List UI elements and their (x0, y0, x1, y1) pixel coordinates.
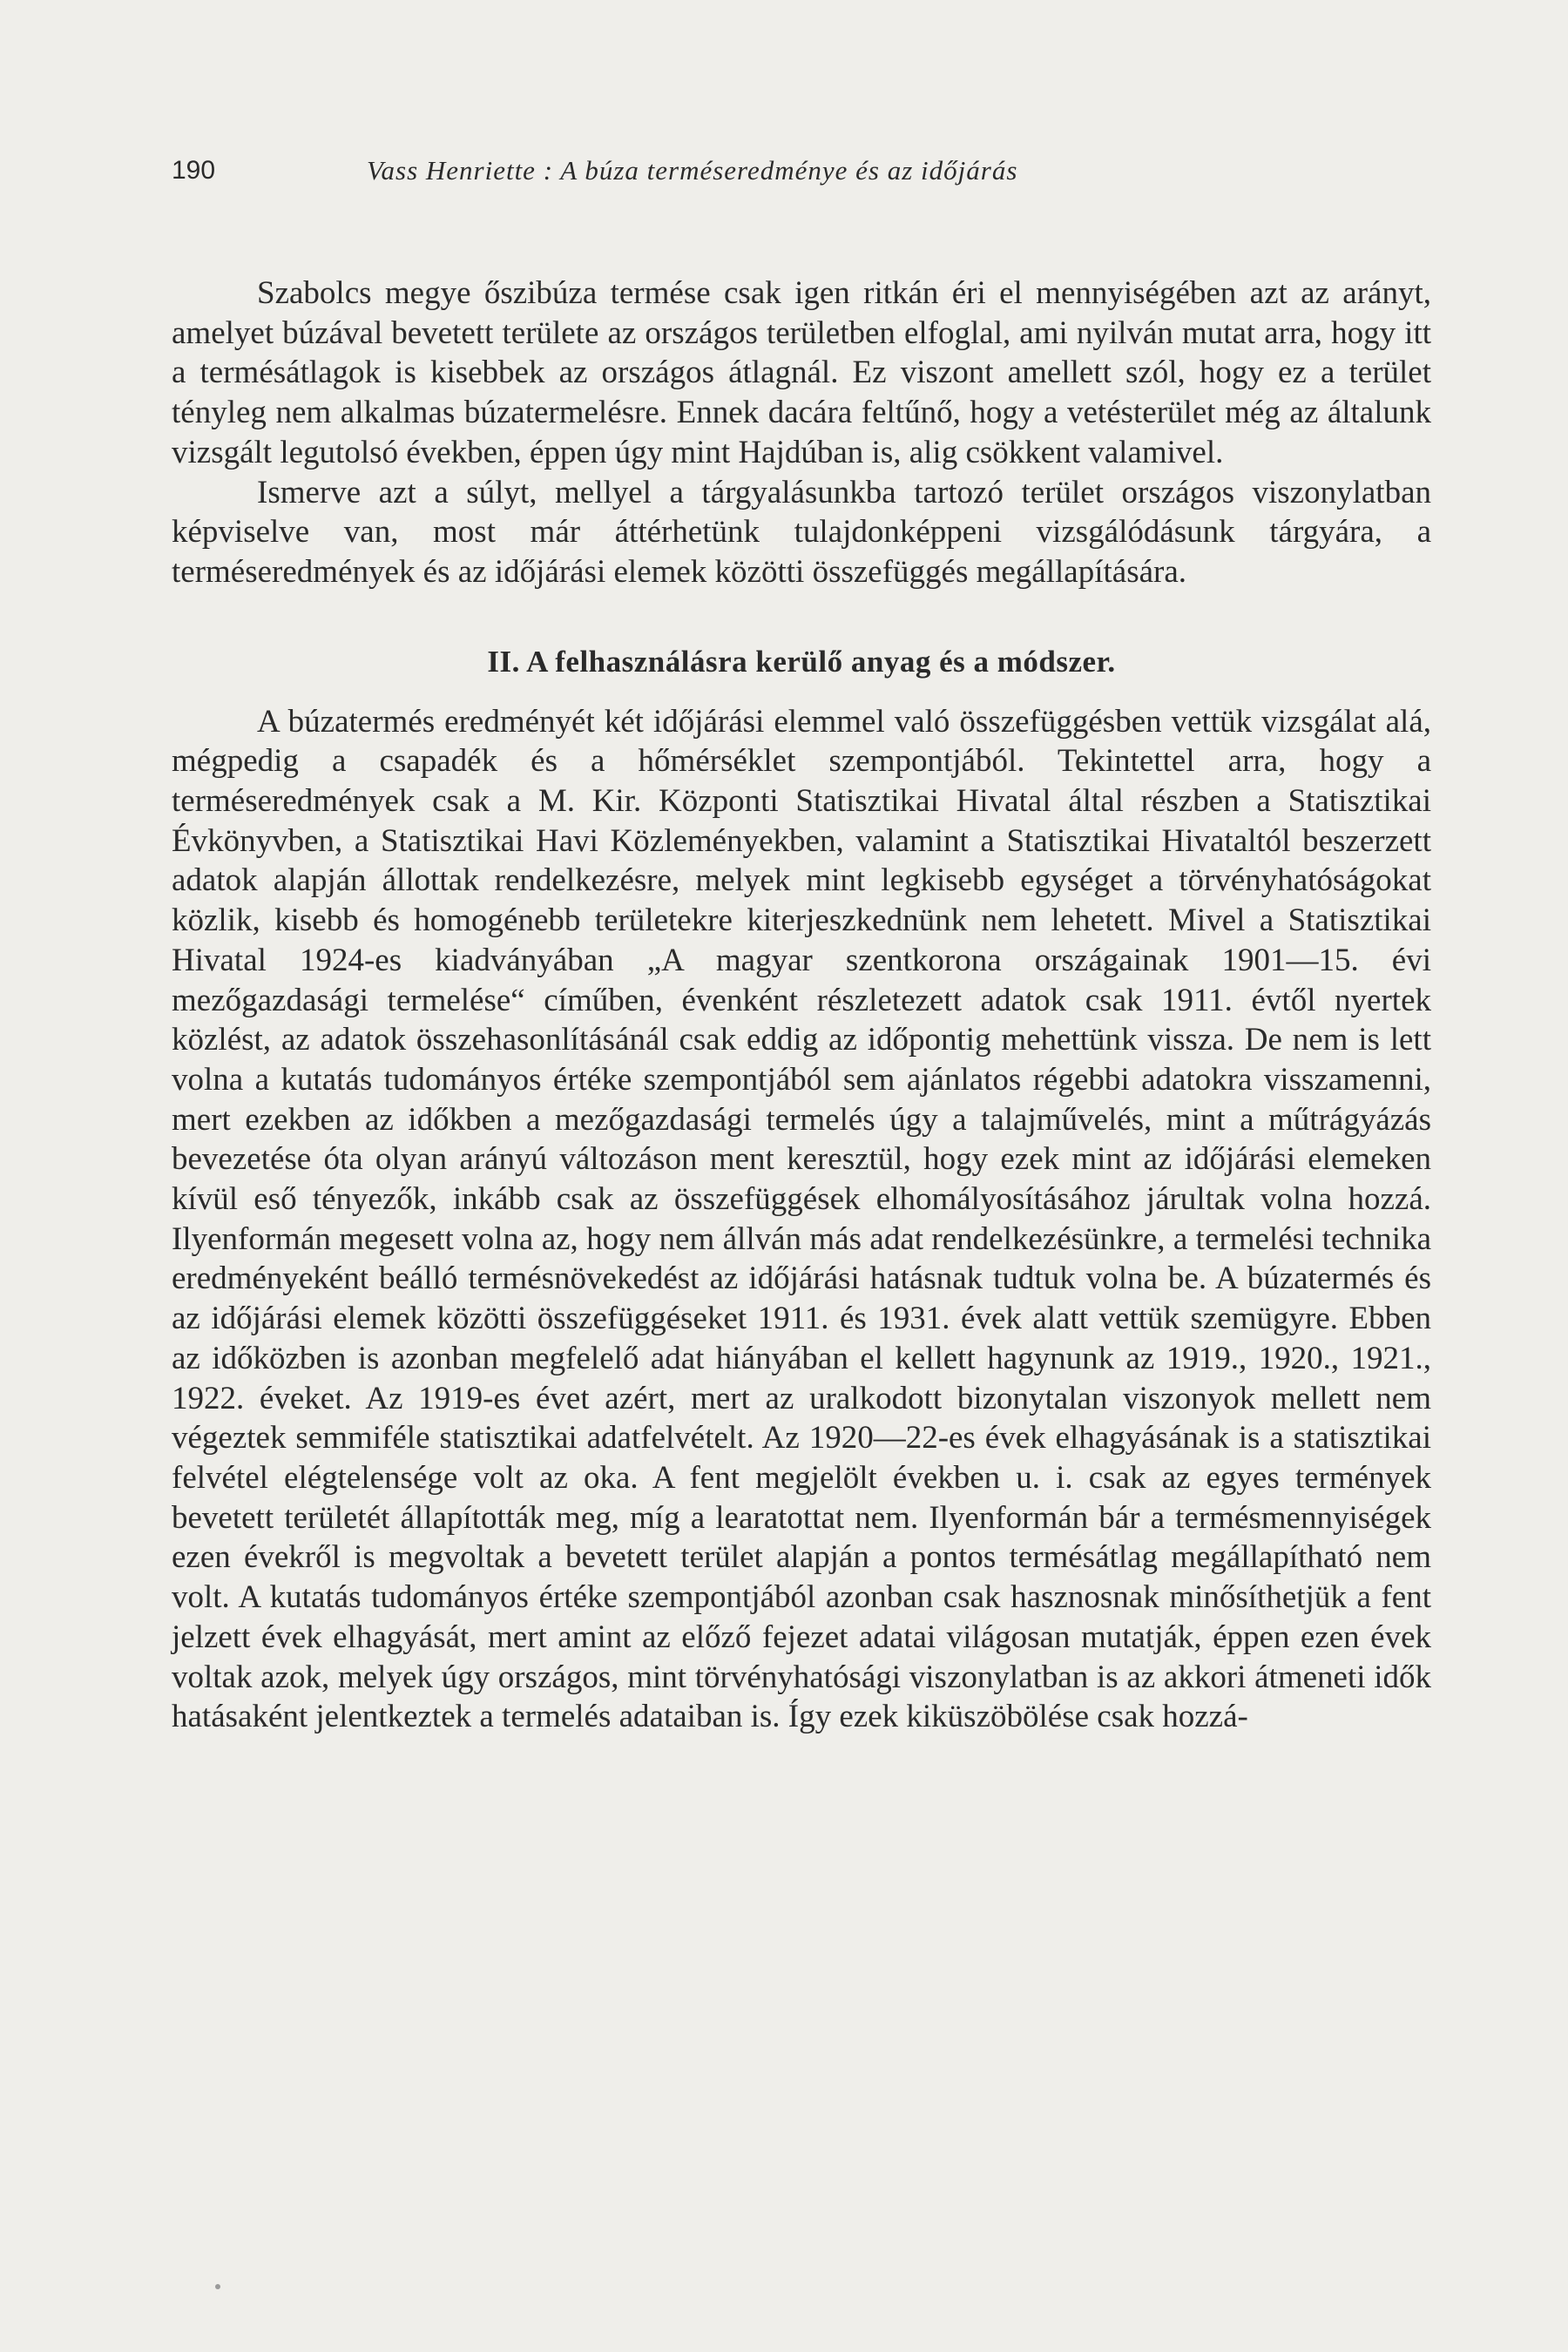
page-number: 190 (172, 156, 216, 185)
running-title: Vass Henriette : A búza terméseredménye és az időjárás (367, 155, 1018, 186)
paragraph-szabolcs: Szabolcs megye őszibúza termése csak igen ritkán éri el mennyiségében azt az arányt, amelyet búzával bevetett területe az országos területben elfoglal, ami nyilván mutat arra, hogy itt a termésátlagok is kisebbek az országos átlagnál. Ez viszont amellett szól, hogy ez a terület tényleg nem alkalmas búzatermelésre. Ennek dacára feltűnő, hogy a vetésterület még az általunk vizsgált legutolsó években, éppen úgy mint Hajdúban is, alig csökkent valamivel. (172, 275, 1431, 470)
running-head (172, 153, 1426, 188)
paragraph-transition: Ismerve azt a súlyt, mellyel a tárgyalásunkba tartozó terület országos viszonylatban képviselve van, most már áttérhetünk tulajdonképpeni vizsgálódásunk tárgyára, a terméseredmények és az időjárási elemek közötti összefüggés megállapítására. (172, 474, 1431, 590)
paragraph-method: A búzatermés eredményét két időjárási elemmel való összefüggésben vettük vizsgálat alá, mégpedig a csapadék és a hőmérséklet szempontjából. Tekintettel arra, hogy a terméseredmények csak a M. Kir. Központi Statisztikai Hivatal által részben a Statisztikai Évkönyvben, a Statisztikai Havi Közleményekben, valamint a Statisztikai Hivataltól beszerzett adatok alapján állottak rendelkezésre, melyek mint legkisebb egységet a törvényhatóságokat közlik, kisebb és homogénebb területekre kiterjeszkednünk nem lehetett. Mivel a Statisztikai Hivatal 1924-es kiadványában „A magyar szentkorona országainak 1901—15. évi mezőgazdasági termelése“ címűben, évenként részletezett adatok csak 1911. évtől nyertek közlést, az adatok összehasonlításánál csak eddig az időpontig mehettünk vissza. De nem is lett volna a kutatás tudományos értéke szempontjából sem ajánlatos régebbi adatokra visszamenni, mert ezekben az időkben a mezőgazdasági termelés úgy a talajművelés, mint a műtrágyázás bevezetése óta olyan arányú változáson ment keresztül, hogy ezek mint az időjárási elemeken kívül eső tényezők, inkább csak az összefüggések elhomályosításához járultak volna hozzá. Ilyenformán megesett volna az, hogy nem állván más adat rendelkezésünkre, a termelési technika eredményeként beálló termésnövekedést az időjárási hatásnak tudtuk volna be. A búzatermés és az időjárási elemek közötti összefüggéseket 1911. és 1931. évek alatt vettük szemügyre. Ebben az időközben is azonban megfelelő adat hiányában el kellett hagynunk az 1919., 1920., 1921., 1922. éveket. Az 1919-es évet azért, mert az uralkodott bizonytalan viszonyok mellett nem végeztek semmiféle statisztikai adatfelvételt. Az 1920—22-es évek elhagyásának is a statisztikai felvétel elégtelensége volt az oka. A fent megjelölt években u. i. csak az egyes termények bevetett területét állapították meg, míg a learatottat nem. Ilyenformán bár a termésmennyiségek ezen évekről is megvoltak a bevetett terület alapján a pontos termésátlag megállapítható nem volt. A kutatás tudományos értéke szempontjából azonban csak hasznosnak minősíthetjük a fent jelzett évek elhagyását, mert amint az előző fejezet adatai világosan mutatják, éppen ezen évek voltak azok, melyek úgy országos, mint törvényhatósági viszonylatban is az akkori átmeneti idők hatásaként jelentkeztek a termelés adataiban is. Így ezek kiküszöbölése csak hozzá- (172, 703, 1431, 1735)
paper-speck (215, 2284, 220, 2289)
section-heading: II. A felhasználásra kerülő anyag és a módszer. (487, 644, 1116, 679)
body-text (172, 274, 1431, 1737)
